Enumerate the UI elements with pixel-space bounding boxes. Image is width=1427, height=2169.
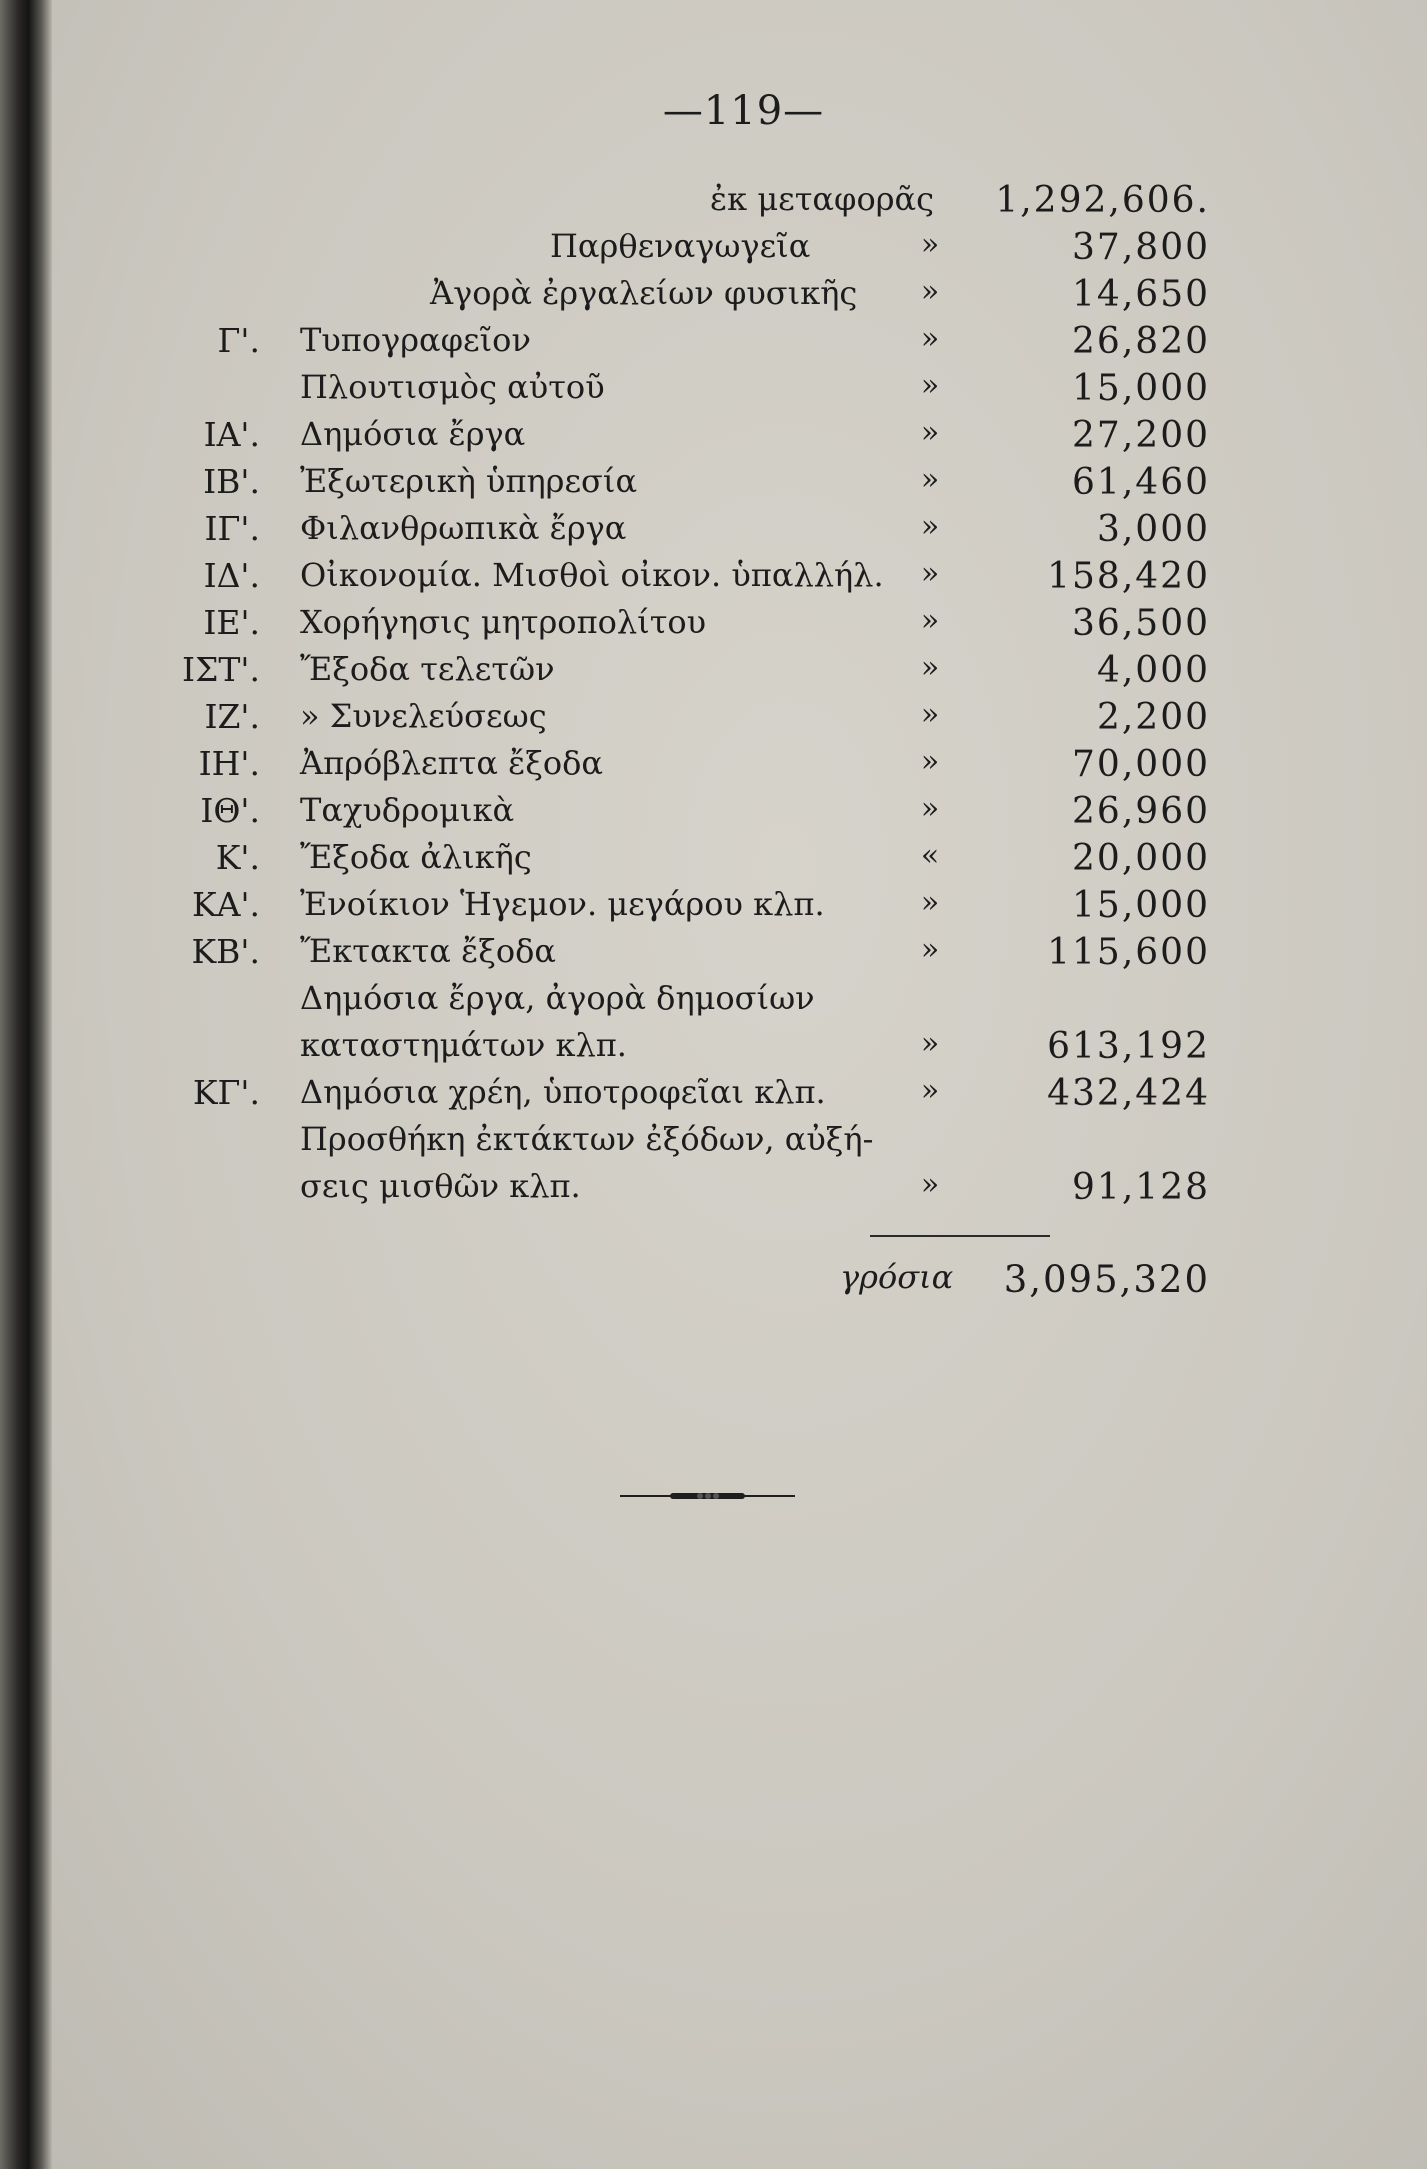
chapter-number: ΙΔ'.	[203, 556, 260, 595]
item-description: Προσθήκη ἐκτάκτων ἐξόδων, αὐξή-	[300, 1120, 874, 1158]
chapter-number: ΙΓ'.	[204, 509, 260, 548]
chapter-number: Κ'.	[215, 838, 260, 877]
ledger-row	[160, 509, 1210, 556]
item-amount: 37,800	[1072, 227, 1210, 268]
total-label: γρόσια	[840, 1258, 954, 1296]
item-description: Δημόσια χρέη, ὑποτροφεῖαι κλπ.	[300, 1073, 826, 1111]
ditto-mark: »	[920, 227, 940, 262]
item-description: σεις μισθῶν κλπ.	[300, 1167, 581, 1205]
item-amount: 3,000	[1096, 509, 1210, 550]
ledger-row	[160, 415, 1210, 462]
chapter-number: ΙΗ'.	[198, 744, 260, 783]
item-description: Τυπογραφεῖον	[300, 321, 531, 359]
item-description: Ἔξοδα τελετῶν	[300, 650, 555, 688]
ledger-row	[160, 1073, 1210, 1120]
ditto-mark: »	[920, 885, 940, 920]
chapter-number: ΙΖ'.	[204, 697, 260, 736]
ledger-row	[160, 979, 1210, 1026]
chapter-number: ΙΑ'.	[203, 415, 260, 454]
item-amount: 15,000	[1072, 885, 1210, 926]
ditto-mark: »	[920, 791, 940, 826]
ditto-mark: »	[920, 650, 940, 685]
ledger-row	[160, 321, 1210, 368]
ledger-row	[160, 697, 1210, 744]
item-description: Παρθεναγωγεῖα	[550, 227, 811, 265]
item-amount: 70,000	[1072, 744, 1210, 785]
item-description: Χορήγησις μητροπολίτου	[300, 603, 707, 641]
item-description: Ἀγορὰ ἐργαλείων φυσικῆς	[430, 274, 858, 312]
ditto-mark: »	[920, 556, 940, 591]
item-amount: 91,128	[1072, 1167, 1210, 1208]
ditto-mark: »	[920, 1026, 940, 1061]
chapter-number: ΙΘ'.	[200, 791, 260, 830]
chapter-number: ΚΑ'.	[191, 885, 260, 924]
chapter-number: Γ'.	[217, 321, 260, 360]
item-description: Οἰκονομία. Μισθοὶ οἰκον. ὑπαλλήλ.	[300, 556, 884, 594]
ledger-row	[160, 603, 1210, 650]
ditto-mark: »	[920, 1167, 940, 1202]
item-amount: 4,000	[1096, 650, 1210, 691]
item-amount: 158,420	[1047, 556, 1210, 597]
ditto-mark: »	[920, 1073, 940, 1108]
item-amount: 26,960	[1072, 791, 1210, 832]
total-row	[160, 1258, 1210, 1308]
chapter-number: ΙΒ'.	[203, 462, 260, 501]
ledger-row	[160, 368, 1210, 415]
ditto-mark: »	[920, 274, 940, 309]
ledger-row	[160, 274, 1210, 321]
item-description: ἐκ μεταφορᾶς	[710, 180, 935, 218]
item-amount: 61,460	[1072, 462, 1210, 503]
item-description: Δημόσια ἔργα, ἀγορὰ δημοσίων	[300, 979, 815, 1017]
item-amount: 26,820	[1072, 321, 1210, 362]
ledger-row	[160, 1167, 1210, 1214]
ditto-mark: »	[920, 932, 940, 967]
item-description: Δημόσια ἔργα	[300, 415, 526, 453]
item-amount: 115,600	[1047, 932, 1210, 973]
page-number: —119—	[662, 88, 825, 134]
ornament-divider-icon	[620, 1491, 795, 1501]
chapter-number: ΚΒ'.	[191, 932, 260, 971]
ledger-table	[160, 180, 1210, 1214]
item-description: Ταχυδρομικὰ	[300, 791, 515, 829]
item-amount: 14,650	[1072, 274, 1210, 315]
ditto-mark: »	[920, 368, 940, 403]
item-description: καταστημάτων κλπ.	[300, 1026, 627, 1064]
item-description: Ἔξοδα ἀλικῆς	[300, 838, 532, 876]
chapter-number: ΙΣΤ'.	[182, 650, 260, 689]
item-amount: 432,424	[1047, 1073, 1210, 1114]
item-description: » Συνελεύσεως	[300, 697, 547, 735]
ditto-mark: »	[920, 697, 940, 732]
item-amount: 1,292,606.	[995, 180, 1210, 221]
ledger-row	[160, 744, 1210, 791]
book-spine-shadow	[0, 0, 52, 2169]
ditto-mark: «	[920, 838, 940, 873]
item-description: Ἐνοίκιον Ἡγεμον. μεγάρου κλπ.	[300, 885, 825, 923]
ledger-row	[160, 227, 1210, 274]
item-amount: 36,500	[1072, 603, 1210, 644]
ledger-row	[160, 1026, 1210, 1073]
item-amount: 613,192	[1047, 1026, 1210, 1067]
item-description: Ἀπρόβλεπτα ἔξοδα	[300, 744, 604, 782]
item-amount: 20,000	[1072, 838, 1210, 879]
item-description: Ἐξωτερικὴ ὑπηρεσία	[300, 462, 638, 500]
ledger-row	[160, 791, 1210, 838]
ledger-row	[160, 650, 1210, 697]
ledger-row	[160, 462, 1210, 509]
ditto-mark: »	[920, 603, 940, 638]
ledger-row	[160, 1120, 1210, 1167]
item-amount: 15,000	[1072, 368, 1210, 409]
ledger-row	[160, 932, 1210, 979]
ditto-mark: »	[920, 415, 940, 450]
ditto-mark: »	[920, 462, 940, 497]
chapter-number: ΚΓ'.	[192, 1073, 260, 1112]
ditto-mark: »	[920, 509, 940, 544]
item-amount: 2,200	[1096, 697, 1210, 738]
ditto-mark: »	[920, 321, 940, 356]
item-description: Ἔκτακτα ἔξοδα	[300, 932, 556, 970]
ledger-row	[160, 885, 1210, 932]
ditto-mark: »	[920, 744, 940, 779]
total-value: 3,095,320	[1003, 1258, 1210, 1301]
item-amount: 27,200	[1072, 415, 1210, 456]
item-description: Πλουτισμὸς αὐτοῦ	[300, 368, 605, 406]
ledger-row	[160, 180, 1210, 227]
chapter-number: ΙΕ'.	[203, 603, 260, 642]
sum-rule	[870, 1235, 1050, 1237]
ledger-row	[160, 556, 1210, 603]
item-description: Φιλανθρωπικὰ ἔργα	[300, 509, 627, 547]
ledger-row	[160, 838, 1210, 885]
